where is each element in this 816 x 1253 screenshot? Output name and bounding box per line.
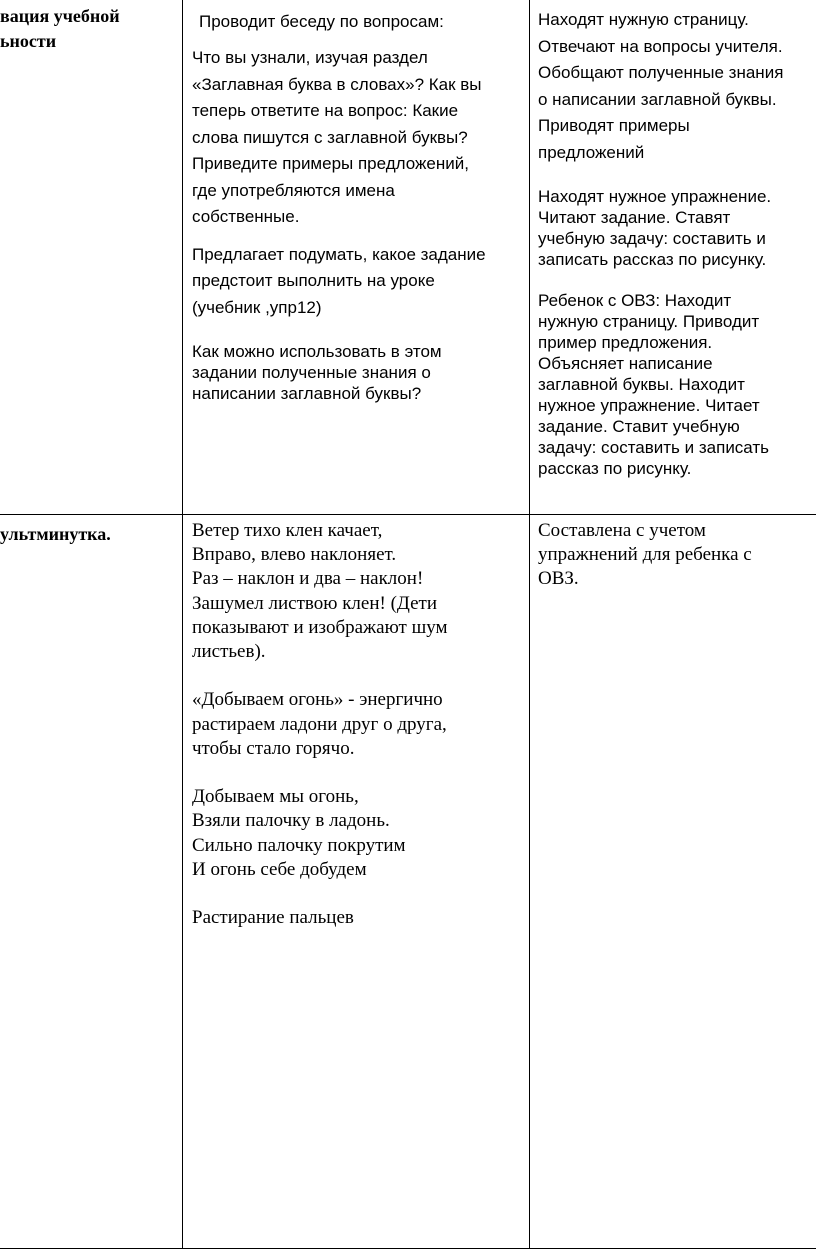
table-cell-teacher-activity-1 [192, 8, 522, 404]
teacher-paragraph-task: Предлагает подумать, какое задание предстоит выполнить на уроке (учебник ,упр12) [192, 244, 486, 317]
table-row-divider [0, 514, 816, 515]
teacher-paragraph-questions: Что вы узнали, изучая раздел «Заглавная буква в словах»? Как вы теперь ответите на вопрос: Какие слова пишутся с заглавной буквы? Приведите примеры предложений, где употребляются имена собственные. [192, 48, 482, 226]
student-paragraph-ovz: Ребенок с ОВЗ: Находит нужную страницу. Приводит пример предложения. Объясняет написание заглавной буквы. Находит нужное упражнение. Читает задание. Ставит учебную задачу: составить и записать рассказ по рисунку. [538, 291, 770, 478]
table-cell-student-activity-2 [538, 519, 810, 592]
stage-title-fizminutka: ультминутка. [0, 524, 111, 544]
table-cell-student-activity-1 [538, 7, 810, 479]
table-cell-stage-fizminutka [0, 522, 178, 546]
teacher-paragraph-intro: Проводит беседу по вопросам: [199, 12, 444, 31]
student-paragraph-exercise: Находят нужное упражнение. Читают задание. Ставят учебную задачу: составить и записать рассказ по рисунку. [538, 187, 772, 269]
fizminutka-note: Составлена с учетом упражнений для ребенка с ОВЗ. [538, 520, 752, 590]
student-paragraph-answers: Находят нужную страницу. Отвечают на вопросы учителя. Обобщают полученные знания о написании заглавной буквы. Приводят примеры предложений [538, 10, 784, 162]
table-column-divider-1 [182, 0, 183, 1249]
teacher-paragraph-usage: Как можно использовать в этом задании полученные знания о написании заглавной буквы? [192, 342, 442, 403]
table-cell-stage-activation [0, 4, 178, 54]
table-column-divider-2 [529, 0, 530, 1249]
table-cell-teacher-activity-2 [192, 519, 522, 930]
stage-title-activation: вация учебной ьности [0, 6, 120, 51]
table-bottom-border [0, 1248, 816, 1249]
fizminutka-text: Ветер тихо клен качает, Вправо, влево наклоняет. Раз – наклон и два – наклон! Зашумел листвою клен! (Дети показывают и изображают шум листьев). «Добываем огонь» - энергично растираем ладони друг о друга, чтобы стало горячо. Добываем мы огонь, Взяли палочку в ладонь. Сильно палочку покрутим И огонь себе добудем Растирание пальцев [192, 520, 448, 929]
